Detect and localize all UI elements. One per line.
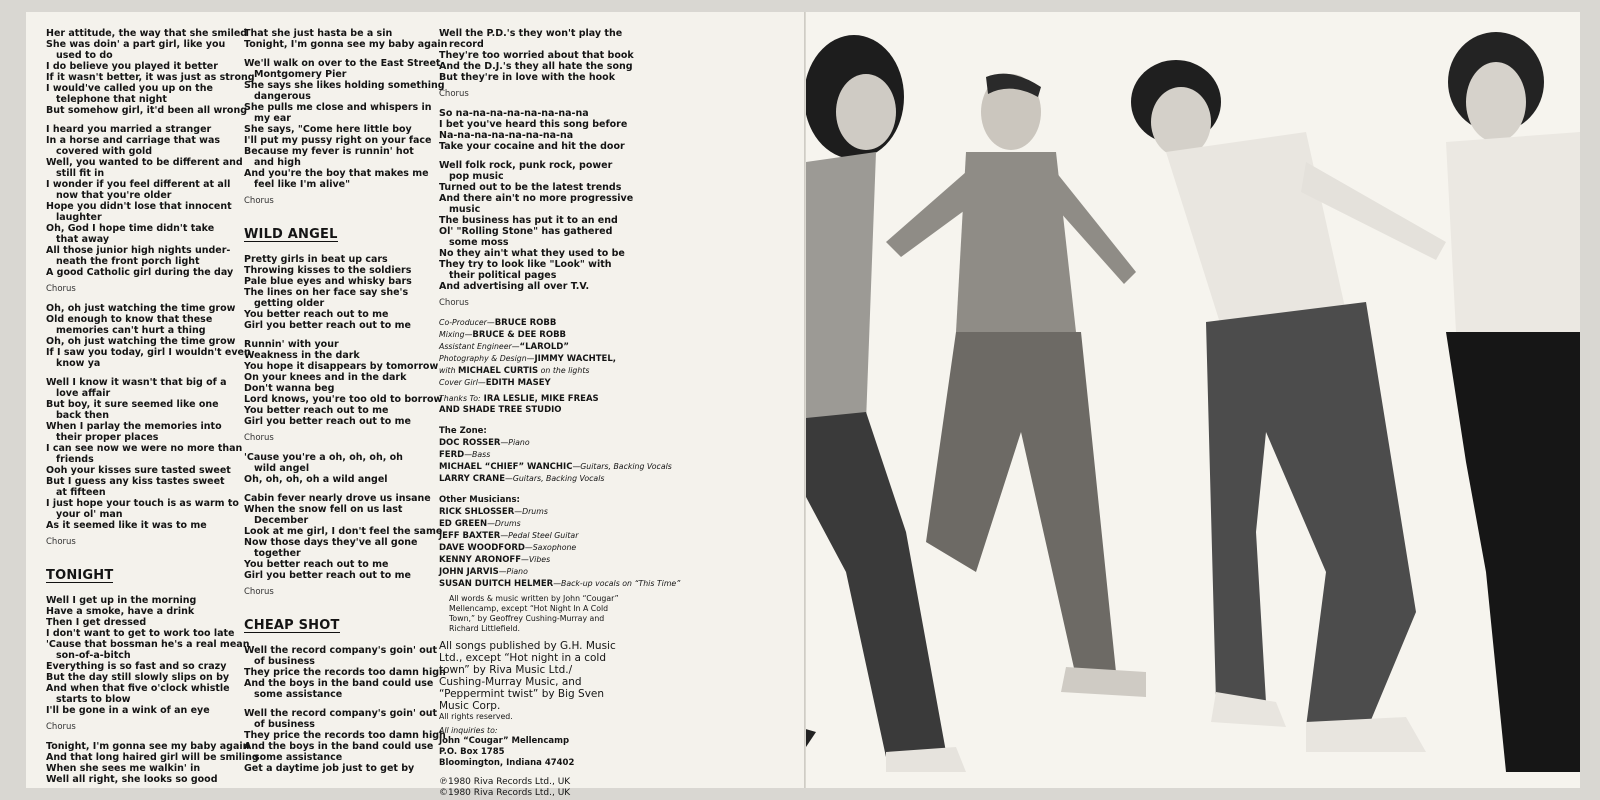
lyric-line: You hope it disappears by tomorrow — [244, 361, 439, 372]
band-member-figure-4 — [1446, 32, 1580, 772]
credit-role: Photography & Design— — [439, 354, 535, 363]
credit-name: MICHAEL CURTIS — [458, 366, 539, 376]
lyric-line: I don't want to get to work too late — [46, 628, 235, 639]
credit-line — [439, 341, 689, 353]
lyric-line: You better reach out to me — [244, 405, 389, 416]
lyric-line: When the snow fell on us last — [244, 504, 403, 515]
lyric-line: Oh, oh, oh, oh a wild angel — [244, 474, 388, 485]
lyric-line: Well folk rock, punk rock, power — [439, 160, 613, 171]
chorus-marker: Chorus — [439, 89, 469, 99]
lyric-line: And the boys in the band could use — [244, 741, 434, 752]
lyric-line: Old enough to know that these — [46, 314, 213, 325]
lyric-line: I wonder if you feel different at all — [46, 179, 231, 190]
lyric-line: I heard you married a stranger — [46, 124, 212, 135]
credit-name: ED GREEN — [439, 519, 488, 529]
credit-line — [439, 353, 689, 365]
lyric-line: Look at me girl, I don't feel the same — [244, 526, 443, 537]
verse-block — [244, 254, 442, 427]
lyric-line: But boy, it sure seemed like one — [46, 399, 219, 410]
lyric-line: She says she likes holding something — [244, 80, 445, 91]
lyric-line: Ol' "Rolling Stone" has gathered — [439, 226, 613, 237]
credit-line — [439, 473, 689, 485]
lyric-line: You better reach out to me — [244, 309, 389, 320]
lyric-line: Girl you better reach out to me — [244, 320, 411, 331]
lyric-line: She was doin' a part girl, like you — [46, 39, 226, 50]
lyric-line: Pretty girls in beat up cars — [244, 254, 388, 265]
credit-line — [439, 377, 689, 389]
lyric-line: I do believe you played it better — [46, 61, 218, 72]
rights-note: All rights reserved. — [439, 712, 513, 721]
lyric-line: And advertising all over T.V. — [439, 281, 590, 292]
lyric-line: But I guess any kiss tastes sweet — [46, 476, 225, 487]
credit-role: —Piano — [498, 567, 528, 576]
verse-block — [244, 28, 448, 190]
thanks-label: Thanks To: — [439, 394, 481, 403]
lyric-line: love affair — [56, 388, 111, 399]
lyric-line: wild angel — [254, 463, 310, 474]
lyric-line: Oh, oh just watching the time grow — [46, 303, 236, 314]
lyric-line: Throwing kisses to the soldiers — [244, 265, 412, 276]
lyric-line: As it seemed like it was to me — [46, 520, 207, 531]
lyrics-column-2 — [244, 28, 448, 774]
lyric-line: of business — [254, 719, 315, 730]
credit-name: BRUCE & DEE ROBB — [472, 330, 567, 340]
lyric-line: still fit in — [56, 168, 105, 179]
lyrics-and-credits-column — [439, 28, 689, 799]
lyric-line: But the day still slowly slips on by — [46, 672, 230, 683]
lyric-line: I just hope your touch is as warm to — [46, 498, 239, 509]
credit-role: Cover Girl— — [439, 378, 486, 387]
song-title-tonight: TONIGHT — [46, 568, 114, 583]
credit-role: with — [439, 366, 459, 375]
lyric-line: Have a smoke, have a drink — [46, 606, 195, 617]
verse-block — [244, 452, 442, 581]
lyric-line: Runnin' with your — [244, 339, 339, 350]
lyric-line: Oh, God I hope time didn't take — [46, 223, 215, 234]
credit-role: —Pedal Steel Guitar — [500, 531, 579, 540]
credit-name: “LAROLD” — [519, 342, 569, 352]
chorus-marker: Chorus — [46, 537, 76, 547]
lyric-line: Everything is so fast and so crazy — [46, 661, 227, 672]
lyric-line: feel like I'm alive" — [254, 179, 351, 190]
lyric-line: And the D.J.'s they all hate the song — [439, 61, 633, 72]
lyric-line: getting older — [254, 298, 325, 309]
lyric-line: They price the records too damn high — [244, 730, 446, 741]
stanza-break — [439, 152, 689, 160]
lyric-line: And there ain't no more progressive — [439, 193, 634, 204]
credit-role: —Saxophone — [524, 543, 577, 552]
lyric-line: I'll put my pussy right on your face — [244, 135, 432, 146]
lyric-line: Girl you better reach out to me — [244, 570, 411, 581]
lyric-line: Well all right, she looks so good — [46, 774, 218, 785]
lyric-line: In a horse and carriage that was — [46, 135, 221, 146]
lyric-line: If I saw you today, girl I wouldn't even — [46, 347, 251, 358]
address-line: P.O. Box 1785 — [439, 747, 505, 757]
other-musicians-heading: Other Musicians: — [439, 495, 520, 505]
lyric-line: I bet you've heard this song before — [439, 119, 628, 130]
credit-line — [439, 437, 689, 449]
address-line: Bloomington, Indiana 47402 — [439, 758, 575, 768]
songwriting-note: All words & music written by John “Cougar” Mellencamp, except “Hot Night In A Cold Town,” by Geoffrey Cushing-Murray and Richard Littlefield. — [449, 594, 619, 633]
credit-line — [439, 365, 689, 377]
lyric-line: That she just hasta be a sin — [244, 28, 393, 39]
address-line: John “Cougar” Mellencamp — [439, 736, 570, 746]
lyric-line: Tonight, I'm gonna see my baby again — [46, 741, 250, 752]
lyric-line: They price the records too damn high — [244, 667, 446, 678]
credit-name: LARRY CRANE — [439, 474, 506, 484]
credit-role: Co-Producer— — [439, 318, 495, 327]
lyric-line: Ooh your kisses sure tasted sweet — [46, 465, 231, 476]
lyric-line: laughter — [56, 212, 102, 223]
production-credits — [439, 317, 689, 389]
chorus-marker: Chorus — [244, 587, 274, 597]
lyric-line: Cabin fever nearly drove us insane — [244, 493, 431, 504]
lyric-line: But somehow girl, it'd been all wrong — [46, 105, 248, 116]
band-photo — [806, 12, 1580, 788]
lyric-line: covered with gold — [56, 146, 153, 157]
lyric-line: know ya — [56, 358, 101, 369]
thanks-line — [439, 393, 689, 405]
lyric-line: She says, "Come here little boy — [244, 124, 412, 135]
lyric-line: Well I know it wasn't that big of a — [46, 377, 227, 388]
lyric-line: some assistance — [254, 689, 343, 700]
lyric-line: We'll walk on over to the East Street — [244, 58, 441, 69]
credit-role: —Vibes — [521, 555, 551, 564]
credit-note: on the lights — [538, 366, 590, 375]
lyric-line: that away — [56, 234, 110, 245]
credit-line — [439, 461, 689, 473]
band-photo-page — [806, 12, 1580, 788]
lyric-line: starts to blow — [56, 694, 131, 705]
verse-block — [439, 28, 689, 83]
lyric-line: Girl you better reach out to me — [244, 416, 411, 427]
lyric-line: They try to look like "Look" with — [439, 259, 612, 270]
lyric-line: some assistance — [254, 752, 343, 763]
song-title-cheap-shot: CHEAP SHOT — [244, 618, 340, 633]
lyric-line: All those junior high nights under- — [46, 245, 231, 256]
credit-line — [439, 554, 689, 566]
lyric-line: Hope you didn't lose that innocent — [46, 201, 232, 212]
lyric-line: When she sees me walkin' in — [46, 763, 201, 774]
lyric-line: son-of-a-bitch — [56, 650, 131, 661]
lyric-line: Lord knows, you're too old to borrow — [244, 394, 443, 405]
lyric-line: A good Catholic girl during the day — [46, 267, 234, 278]
thanks-names-1: IRA LESLIE, MIKE FREAS — [483, 394, 599, 404]
band-member-figure-2 — [886, 74, 1146, 697]
stanza-break — [46, 116, 241, 124]
lyric-line: back then — [56, 410, 109, 421]
credit-line — [439, 317, 689, 329]
lyric-line: friends — [56, 454, 94, 465]
credit-name: KENNY ARONOFF — [439, 555, 522, 565]
lyric-line: pop music — [449, 171, 504, 182]
lyric-line: If it wasn't better, it was just as strong — [46, 72, 255, 83]
copyright-notice: ©1980 Riva Records Ltd., UK — [439, 788, 571, 798]
credit-name: FERD — [439, 450, 465, 460]
publishing-note: All songs published by G.H. Music Ltd., except “Hot night in a cold town” by Riva Music Ltd./ Cushing-Murray Music, and “Peppermint twist” by Big Sven Music Corp. — [439, 640, 616, 712]
lyric-line: your ol' man — [56, 509, 123, 520]
stanza-break — [244, 331, 442, 339]
lyric-line: 'Cause that bossman he's a real mean — [46, 639, 250, 650]
zone-heading: The Zone: — [439, 426, 487, 436]
lyric-line: used to do — [56, 50, 113, 61]
lyric-line: memories can't hurt a thing — [56, 325, 206, 336]
credit-name: BRUCE ROBB — [494, 318, 557, 328]
other-musicians — [439, 506, 689, 590]
credit-role: —Drums — [514, 507, 548, 516]
lyric-line: Well the P.D.'s they won't play the — [439, 28, 623, 39]
lyric-line: Because my fever is runnin' hot — [244, 146, 414, 157]
credit-role: Mixing— — [439, 330, 473, 339]
credit-name: RICK SHLOSSER — [439, 507, 515, 517]
credit-name: DOC ROSSER — [439, 438, 501, 448]
lyric-line: Well I get up in the morning — [46, 595, 197, 606]
song-title-wild-angel: WILD ANGEL — [244, 227, 338, 242]
lyric-line: Turned out to be the latest trends — [439, 182, 622, 193]
lyric-line: Tonight, I'm gonna see my baby again — [244, 39, 448, 50]
lyric-line: And you're the boy that makes me — [244, 168, 429, 179]
lyric-line: And the boys in the band could use — [244, 678, 434, 689]
lyric-line: No they ain't what they used to be — [439, 248, 625, 259]
lyric-line: So na-na-na-na-na-na-na-na — [439, 108, 589, 119]
lyric-line: On your knees and in the dark — [244, 372, 407, 383]
lyric-line: December — [254, 515, 309, 526]
credit-line — [439, 449, 689, 461]
verse-block — [46, 303, 251, 531]
lyric-line: The lines on her face say she's — [244, 287, 409, 298]
verse-block — [439, 108, 689, 292]
lyric-line: Montgomery Pier — [254, 69, 347, 80]
lyric-line: Pale blue eyes and whisky bars — [244, 276, 412, 287]
lyric-line: Then I get dressed — [46, 617, 147, 628]
zone-members — [439, 437, 689, 485]
credit-name: EDITH MASEY — [485, 378, 551, 388]
inquiries-label: All inquiries to: — [439, 726, 498, 735]
lyric-line: I'll be gone in a wink of an eye — [46, 705, 210, 716]
lyric-line: telephone that night — [56, 94, 167, 105]
lyric-line: 'Cause you're a oh, oh, oh, oh — [244, 452, 403, 463]
lyric-line: dangerous — [254, 91, 311, 102]
lyric-line: their proper places — [56, 432, 159, 443]
lyrics-column-1 — [46, 28, 259, 785]
lyric-line: Well, you wanted to be different and — [46, 157, 243, 168]
lyric-line: my ear — [254, 113, 291, 124]
lyric-line: Oh, oh just watching the time grow — [46, 336, 236, 347]
lyric-line: You better reach out to me — [244, 559, 389, 570]
lyric-line: When I parlay the memories into — [46, 421, 222, 432]
lyric-line: Get a daytime job just to get by — [244, 763, 415, 774]
stanza-break — [244, 50, 442, 58]
lyric-line: The business has put it to an end — [439, 215, 618, 226]
chorus-marker: Chorus — [46, 284, 76, 294]
credit-role: —Bass — [464, 450, 491, 459]
verse-block — [46, 741, 259, 785]
lyric-line: music — [449, 204, 481, 215]
lyric-line: Na-na-na-na-na-na-na-na — [439, 130, 574, 141]
credit-line — [439, 329, 689, 341]
band-member-figure-3 — [1131, 60, 1446, 752]
lyric-line: I would've called you up on the — [46, 83, 213, 94]
chorus-marker: Chorus — [244, 433, 274, 443]
credit-line — [439, 530, 689, 542]
lyric-line: They're too worried about that book — [439, 50, 634, 61]
lyric-line: And when that five o'clock whistle — [46, 683, 230, 694]
lyric-line: at fifteen — [56, 487, 106, 498]
chorus-marker: Chorus — [46, 722, 76, 732]
credit-role: Assistant Engineer— — [439, 342, 520, 351]
lyric-line: together — [254, 548, 301, 559]
lyric-line: neath the front porch light — [56, 256, 200, 267]
thanks-names-2: AND SHADE TREE STUDIO — [439, 405, 562, 415]
band-member-figure-1 — [806, 35, 966, 772]
lyric-line: Now those days they've all gone — [244, 537, 418, 548]
verse-block — [46, 28, 255, 278]
credit-name: SUSAN DUITCH HELMER — [439, 579, 554, 589]
stanza-break — [244, 485, 442, 493]
credit-line — [439, 578, 689, 590]
stanza-break — [46, 369, 241, 377]
stanza-break — [244, 700, 442, 708]
lyric-line: She pulls me close and whispers in — [244, 102, 432, 113]
lyric-line: Don't wanna beg — [244, 383, 335, 394]
credit-line — [439, 506, 689, 518]
lyric-line: Take your cocaine and hit the door — [439, 141, 625, 152]
lyric-line: And that long haired girl will be smiling — [46, 752, 259, 763]
credit-role: —Drums — [487, 519, 521, 528]
credit-name: JOHN JARVIS — [439, 567, 499, 577]
credit-role: —Back-up vocals on “This Time” — [553, 579, 681, 588]
lyric-line: some moss — [449, 237, 509, 248]
credit-name: JEFF BAXTER — [439, 531, 501, 541]
lyric-line: now that you're older — [56, 190, 172, 201]
lyric-line: of business — [254, 656, 315, 667]
verse-block — [46, 595, 250, 716]
lyric-line: and high — [254, 157, 301, 168]
credit-line — [439, 566, 689, 578]
lyrics-page — [26, 12, 806, 798]
lyric-line: Her attitude, the way that she smiled — [46, 28, 248, 39]
lyric-line: I can see now we were no more than — [46, 443, 243, 454]
credit-line — [439, 518, 689, 530]
lyric-line: Well the record company's goin' out — [244, 645, 438, 656]
phonographic-copyright: ℗1980 Riva Records Ltd., UK — [439, 777, 571, 787]
credit-line — [439, 542, 689, 554]
credit-role: —Guitars, Backing Vocals — [505, 474, 605, 483]
credit-role: —Piano — [500, 438, 530, 447]
mailing-address — [439, 736, 689, 769]
lyric-line: Weakness in the dark — [244, 350, 360, 361]
credit-name: MICHAEL “CHIEF” WANCHIC — [439, 462, 573, 472]
lyric-line: record — [449, 39, 484, 50]
credit-name: JIMMY WACHTEL, — [534, 354, 616, 364]
verse-block — [244, 645, 446, 774]
chorus-marker: Chorus — [439, 298, 469, 308]
lyric-line: their political pages — [449, 270, 557, 281]
credit-name: DAVE WOODFORD — [439, 543, 525, 553]
chorus-marker: Chorus — [244, 196, 274, 206]
credit-role: —Guitars, Backing Vocals — [572, 462, 672, 471]
lyric-line: But they're in love with the hook — [439, 72, 616, 83]
lyric-line: Well the record company's goin' out — [244, 708, 438, 719]
